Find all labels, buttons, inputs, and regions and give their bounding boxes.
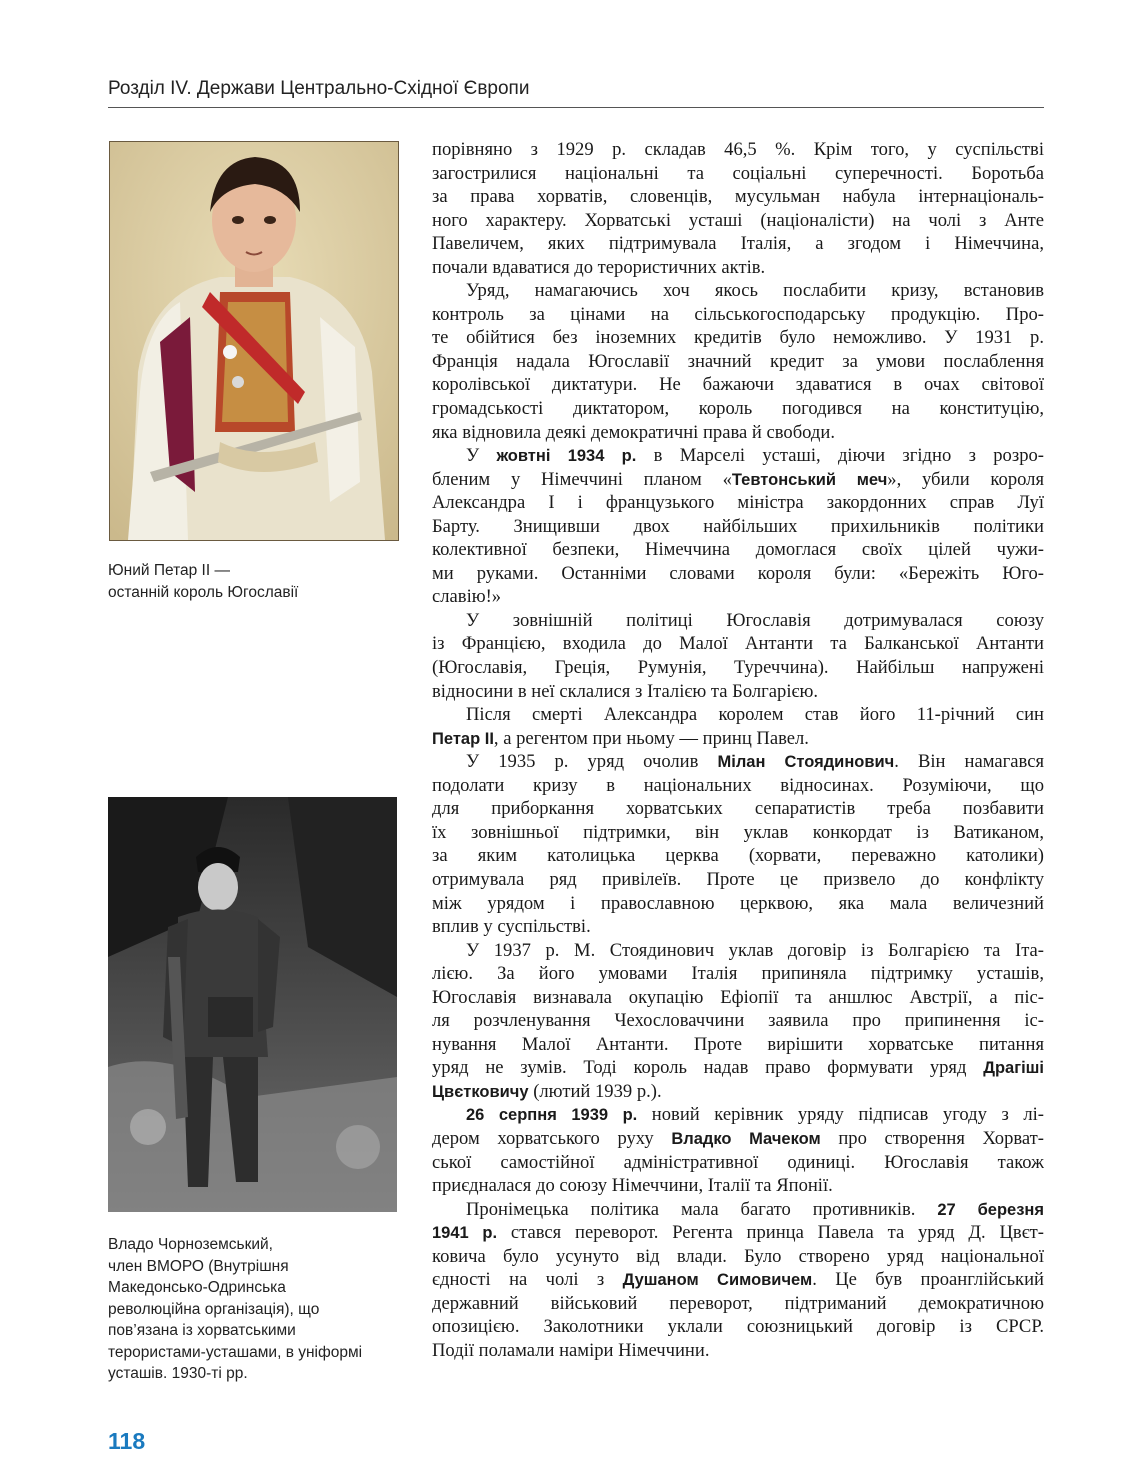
- body-text-line: нування Малої Антанти. Проте вирішити хорватське питання: [432, 1033, 1044, 1055]
- caption-line: революційна організація), що: [108, 1300, 320, 1318]
- caption-line: усташів. 1930-ті рр.: [108, 1365, 248, 1382]
- caption-line: член ВМОРО (Внутрішня: [108, 1257, 289, 1275]
- body-text: [432, 138, 1044, 1362]
- body-text-line: дером хорватського руху Владко Мачеком про створення Хорват-: [432, 1127, 1044, 1149]
- body-text-line: Пронімецька політика мала багато противників. 27 березня: [466, 1198, 1044, 1220]
- body-text-line: 26 серпня 1939 р. новий керівник уряду підписав угоду з лі-: [466, 1104, 1044, 1126]
- bold-term: Петар II: [432, 729, 494, 748]
- body-text-line: (Югославія, Греція, Румунія, Туреччина). Найбільш напружені: [432, 657, 1044, 679]
- body-text-line: між урядом і православною церквою, яка мала величезний: [432, 892, 1044, 914]
- body-text-line: Александра I і французького міністра закордонних справ Луї: [432, 492, 1044, 514]
- body-text-line: колективної безпеки, Німеччина домоглася своїх цілей чужи-: [432, 539, 1044, 561]
- body-text-line: королівської диктатури. Не бажаючи здаватися в очах світової: [432, 374, 1044, 396]
- body-text-line: лією. За його умовами Італія припиняла підтримку усташів,: [432, 963, 1044, 985]
- body-text-line: ської самостійної адміністративної одиниці. Югославія також: [432, 1151, 1044, 1173]
- bold-term: Тевтонський меч: [731, 470, 888, 489]
- body-text-line: 1941 р. стався переворот. Регента принца Павела та уряд Д. Цвєт-: [432, 1222, 1044, 1244]
- body-text-line: контроль за цінами на сільськогосподарську продукцію. Про-: [432, 303, 1044, 325]
- portrait-petar-ii-image: [109, 141, 399, 541]
- body-text-line: У жовтні 1934 р. в Марселі усташі, діючи згідно з розро-: [466, 445, 1044, 467]
- body-text-line: ля розчленування Чехословаччини заявила про припинення іс-: [432, 1010, 1044, 1032]
- body-text-line: славію!»: [432, 586, 502, 608]
- body-text-line: загострилися національні та соціальні суперечності. Боротьба: [432, 162, 1044, 184]
- body-text-line: їх зовнішньої підтримки, він уклав конкордат із Ватиканом,: [432, 821, 1044, 843]
- bold-term: Владко Мачеком: [671, 1129, 821, 1148]
- body-text-line: Петар II, а регентом при ньому — принц Павел.: [432, 727, 809, 749]
- body-text-line: Події поламали наміри Німеччини.: [432, 1339, 710, 1361]
- body-text-line: ковича було усунуто від влади. Було створено уряд національної: [432, 1245, 1044, 1267]
- body-text-line: те обійтися без іноземних кредитів було неможливо. У 1931 р.: [432, 327, 1044, 349]
- bold-term: Цвєтковичу: [432, 1082, 529, 1101]
- caption-line: останній король Югославії: [108, 583, 299, 601]
- caption-line: терористами-усташами, в уніформі: [108, 1343, 363, 1361]
- body-text-line: опозицією. Заколотники уклали союзницький договір із СРСР.: [432, 1316, 1044, 1338]
- body-text-line: бленим у Німеччині планом «Тевтонський меч», убили короля: [432, 468, 1044, 490]
- body-text-line: для приборкання хорватських сепаратистів треба позбавити: [432, 798, 1044, 820]
- body-text-line: ми руками. Останніми словами короля були: «Бережіть Юго-: [432, 562, 1044, 584]
- body-text-line: вплив у суспільстві.: [432, 916, 591, 938]
- body-text-line: приєдналася до союзу Німеччини, Італії та Японії.: [432, 1175, 833, 1197]
- body-text-line: У 1935 р. уряд очолив Мілан Стоядинович. Він намагався: [466, 751, 1044, 773]
- bold-term: 27 березня: [937, 1200, 1044, 1219]
- body-text-line: отримувала ряд привілеїв. Проте це призвело до конфлікту: [432, 868, 1044, 890]
- caption-line: Владо Чорноземський,: [108, 1236, 273, 1253]
- caption-line: пов’язана із хорватськими: [108, 1322, 296, 1339]
- body-text-line: Уряд, намагаючись хоч якось послабити кризу, встановив: [466, 280, 1044, 302]
- body-text-line: Барту. Знищивши двох найбільших прихильників політики: [432, 515, 1044, 537]
- photo-caption: [108, 1234, 408, 1385]
- caption-line: Юний Петар II —: [108, 562, 230, 579]
- body-text-line: ного характеру. Хорватські усташі (націоналісти) на чолі з Анте: [432, 209, 1044, 231]
- caption-line: Македонсько-Одринська: [108, 1279, 286, 1296]
- body-text-line: державний військовий переворот, підтриманий демократичною: [432, 1292, 1044, 1314]
- body-text-line: єдності на чолі з Душаном Симовичем. Це був проанглійський: [432, 1269, 1044, 1291]
- body-text-line: із Францією, входила до Малої Антанти та Балканської Антанти: [432, 633, 1044, 655]
- photo-vlado-chernozemski-image: [108, 797, 397, 1212]
- body-text-line: порівняно з 1929 р. складав 46,5 %. Крім того, у суспільстві: [432, 139, 1044, 160]
- body-text-line: У 1937 р. М. Стоядинович уклав договір із Болгарією та Іта-: [466, 939, 1044, 961]
- body-text-line: подолати кризу в національних відносинах. Розуміючи, що: [432, 774, 1044, 796]
- body-text-line: уряд не зумів. Тоді король надав право формувати уряд Драгіші: [432, 1057, 1044, 1079]
- bold-term: Мілан Стоядинович: [717, 753, 895, 772]
- bold-term: жовтні 1934 р.: [496, 447, 637, 466]
- body-text-line: У зовнішній політиці Югославія дотримувалася союзу: [466, 609, 1044, 631]
- body-text-line: Франція надала Югославії значний кредит за умови послаблення: [432, 350, 1044, 372]
- bold-term: 26 серпня 1939 р.: [466, 1106, 638, 1125]
- body-text-line: Югославія визнавала окупацію Ефіопії та аншлюс Австрії, а піс-: [432, 986, 1044, 1008]
- header-divider: [108, 107, 1044, 108]
- body-text-line: Цвєтковичу (лютий 1939 р.).: [432, 1080, 662, 1102]
- body-text-line: яка відновила деякі демократичні права й свободи.: [432, 421, 835, 443]
- body-text-line: громадськості диктатором, король погодився на конституцію,: [432, 398, 1044, 420]
- portrait-caption: [108, 560, 398, 603]
- body-text-line: за яким католицька церква (хорвати, переважно католики): [432, 845, 1044, 867]
- body-text-line: за права хорватів, словенців, мусульман набула інтернаціональ-: [432, 186, 1044, 208]
- section-header: Розділ IV. Держави Центрально-Східної Європи: [108, 78, 530, 99]
- bold-term: Драгіші: [983, 1059, 1044, 1078]
- page-number: 118: [108, 1428, 146, 1454]
- body-text-line: почали вдаватися до терористичних актів.: [432, 256, 766, 278]
- body-text-line: Після смерті Александра королем став його 11-річний син: [466, 704, 1044, 726]
- bold-term: Душаном Симовичем: [622, 1271, 813, 1290]
- body-text-line: Павеличем, яких підтримувала Італія, а згодом і Німеччина,: [432, 233, 1044, 255]
- bold-term: 1941 р.: [432, 1224, 498, 1243]
- body-text-line: відносини в неї склалися з Італією та Болгарією.: [432, 680, 819, 702]
